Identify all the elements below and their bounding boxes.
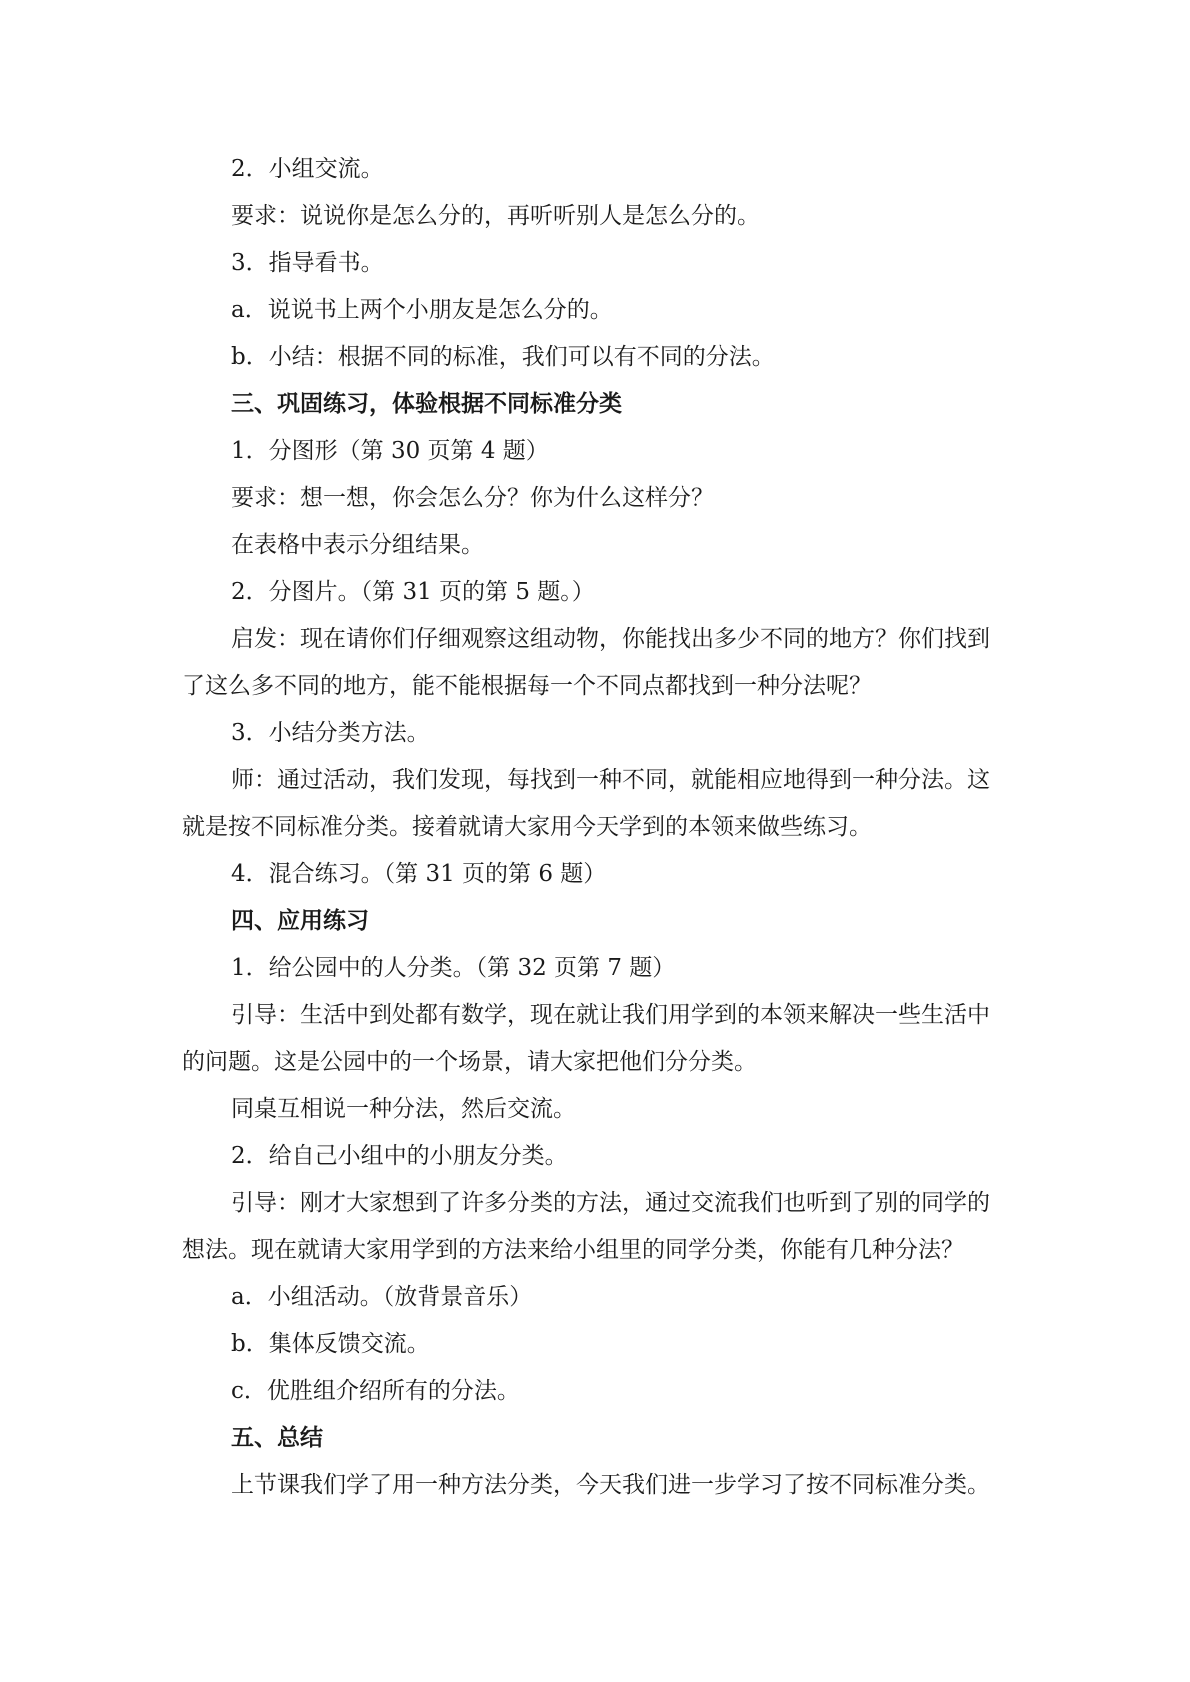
paragraph: 引导：生活中到处都有数学，现在就让我们用学到的本领来解决一些生活中: [231, 1002, 990, 1028]
paragraph: 师：通过活动，我们发现，每找到一种不同，就能相应地得到一种分法。这: [231, 767, 990, 793]
paragraph: 要求：说说你是怎么分的，再听听别人是怎么分的。: [231, 203, 760, 229]
section-heading: 四、应用练习: [231, 907, 369, 934]
paragraph: 2．分图片。（第 31 页的第 5 题。）: [231, 579, 595, 605]
paragraph: 引导：刚才大家想到了许多分类的方法，通过交流我们也听到了别的同学的: [231, 1190, 990, 1216]
section-heading: 三、巩固练习，体验根据不同标准分类: [231, 390, 622, 417]
paragraph-continuation: 就是按不同标准分类。接着就请大家用今天学到的本领来做些练习。: [182, 814, 872, 840]
paragraph: b．集体反馈交流。: [231, 1331, 430, 1357]
paragraph: 要求：想一想，你会怎么分？你为什么这样分？: [231, 485, 714, 511]
paragraph-continuation: 的问题。这是公园中的一个场景，请大家把他们分分类。: [182, 1049, 757, 1075]
paragraph: 3．指导看书。: [231, 250, 384, 276]
paragraph-continuation: 想法。现在就请大家用学到的方法来给小组里的同学分类，你能有几种分法？: [182, 1237, 964, 1263]
paragraph: b．小结：根据不同的标准，我们可以有不同的分法。: [231, 344, 775, 370]
paragraph: a．小组活动。（放背景音乐）: [231, 1284, 533, 1310]
paragraph: 在表格中表示分组结果。: [231, 532, 484, 558]
paragraph: a．说说书上两个小朋友是怎么分的。: [231, 297, 613, 323]
paragraph: 3．小结分类方法。: [231, 720, 430, 746]
section-heading: 五、总结: [231, 1424, 323, 1451]
paragraph: 4．混合练习。（第 31 页的第 6 题）: [231, 861, 607, 887]
paragraph: 上节课我们学了用一种方法分类，今天我们进一步学习了按不同标准分类。: [231, 1472, 990, 1498]
paragraph: 同桌互相说一种分法，然后交流。: [231, 1096, 576, 1122]
paragraph: 2．小组交流。: [231, 156, 384, 182]
paragraph: 启发：现在请你们仔细观察这组动物，你能找出多少不同的地方？你们找到: [231, 626, 990, 652]
paragraph: 1．分图形（第 30 页第 4 题）: [231, 438, 549, 464]
paragraph: 1．给公园中的人分类。（第 32 页第 7 题）: [231, 955, 676, 981]
paragraph-continuation: 了这么多不同的地方，能不能根据每一个不同点都找到一种分法呢？: [182, 673, 872, 699]
paragraph: c．优胜组介绍所有的分法。: [231, 1378, 520, 1404]
paragraph: 2．给自己小组中的小朋友分类。: [231, 1143, 568, 1169]
